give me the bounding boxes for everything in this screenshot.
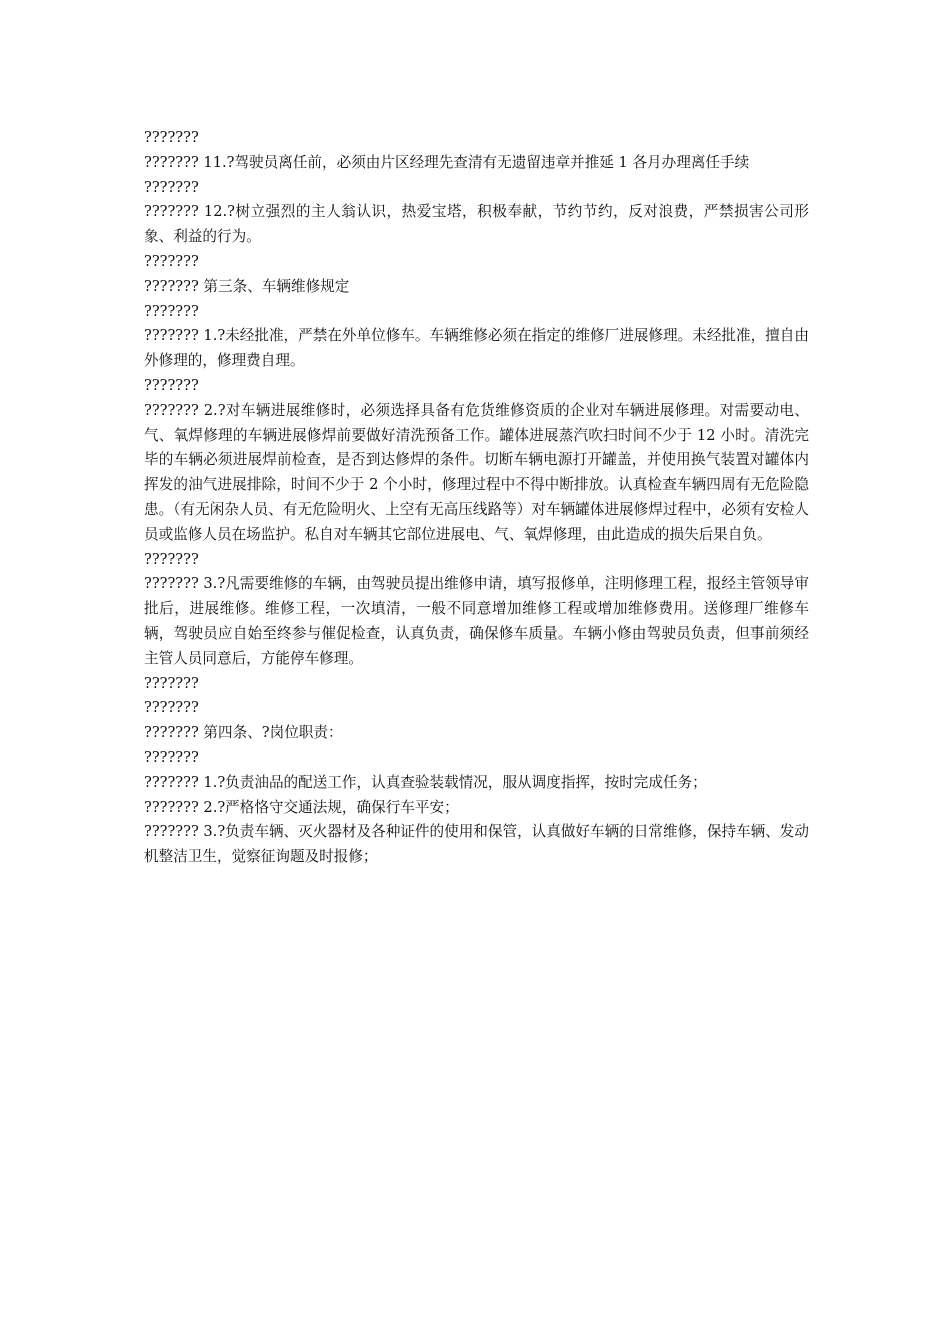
section-heading-article-4: ??????? 第四条、?岗位职责： (144, 724, 343, 742)
section-heading-article-3: ??????? 第三条、车辆维修规定 (144, 277, 350, 295)
repair-rule-2: ??????? 2.?对车辆进展维修时，必须选择具备有危货维修资质的企业对车辆进展修理。对需要动电、气、氧焊修理的车辆进展修焊前要做好清洗预备工作。罐体进展蒸汽吹扫时间不少于 12 小时。清洗完毕的车辆必须进展焊前检查，是否到达修焊的条件。切断车辆电源打开罐盖，并使用换气装置对罐体内挥发的油气进展排除，时间不少于 2 个小时，修理过程中不得中断排放。认真检查车辆四周有无危险隐患。（有无闲杂人员、有无危险明火、上空有无高压线路等）对车辆罐体进展修焊过程中，必须有安检人员或监修人员在场监护。私自对车辆其它部位进展电、气、氧焊修理，由此造成的损失后果自负。 (144, 401, 809, 543)
duty-3: ??????? 3.?负责车辆、灭火器材及各种证件的使用和保管，认真做好车辆的日常维修，保持车辆、发动机整洁卫生，觉察征询题及时报修； (144, 823, 809, 866)
placeholder-line: ??????? (144, 178, 199, 196)
placeholder-line: ??????? (144, 699, 199, 717)
placeholder-line: ??????? (144, 252, 199, 270)
repair-rule-1: ??????? 1.?未经批准，严禁在外单位修车。车辆维修必须在指定的维修厂进展修理。未经批准，擅自由外修理的，修理费自理。 (144, 327, 809, 370)
placeholder-line: ??????? (144, 376, 199, 394)
placeholder-line: ??????? (144, 674, 199, 692)
clause-12: ??????? 12.?树立强烈的主人翁认识，热爱宝塔，积极奉献，节约节约，反对浪费，严禁损害公司形象、利益的行为。 (144, 203, 809, 246)
duty-2: ??????? 2.?严格恪守交通法规，确保行车平安； (144, 798, 459, 816)
placeholder-line: ??????? (144, 302, 199, 320)
document-body (144, 126, 809, 870)
repair-rule-3: ??????? 3.?凡需要维修的车辆，由驾驶员提出维修申请，填写报修单，注明修理工程，报经主管领导审批后，进展维修。维修工程，一次填清，一般不同意增加维修工程或增加维修费用。送修理厂维修车辆，驾驶员应自始至终参与催促检查，认真负责，确保修车质量。车辆小修由驾驶员负责，但事前须经主管人员同意后，方能停车修理。 (144, 575, 809, 667)
placeholder-line: ??????? (144, 129, 199, 146)
duty-1: ??????? 1.?负责油品的配送工作，认真查验装载情况，服从调度指挥，按时完成任务； (144, 773, 707, 791)
placeholder-line: ??????? (144, 748, 199, 766)
clause-11: ??????? 11.?驾驶员离任前，必须由片区经理先查清有无遗留违章并推延 1 各月办理离任手续 (144, 153, 750, 171)
placeholder-line: ??????? (144, 550, 199, 568)
